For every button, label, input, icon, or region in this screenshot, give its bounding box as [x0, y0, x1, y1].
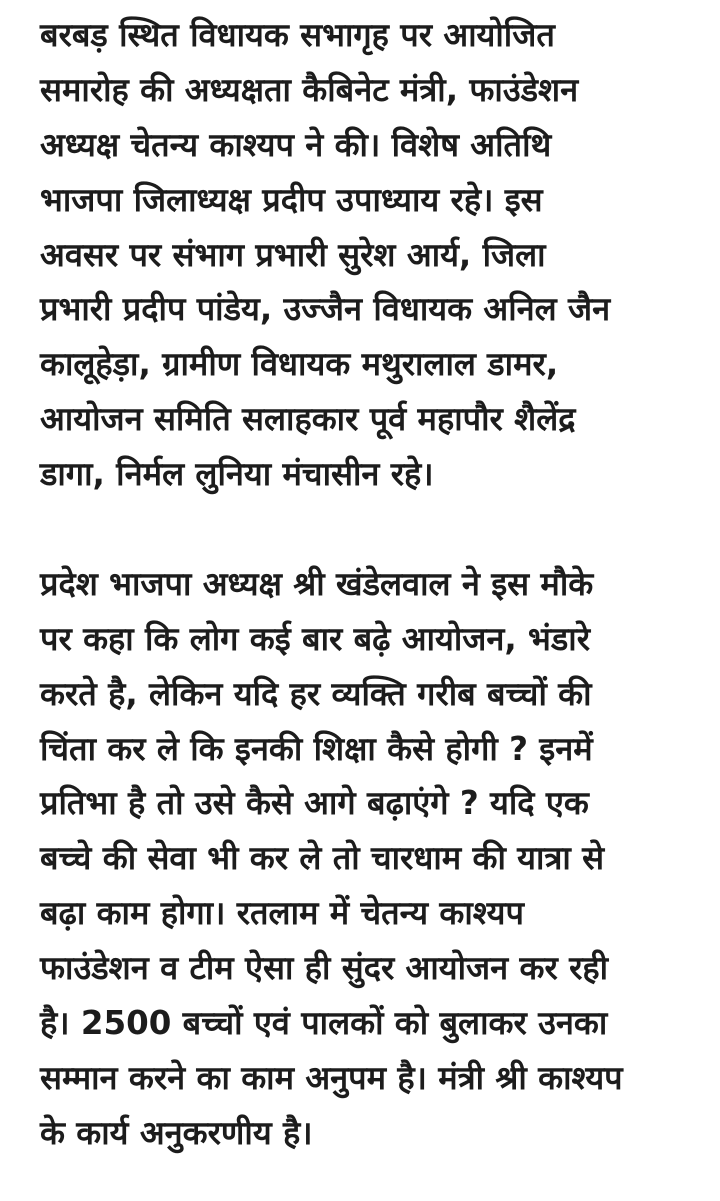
- text-line: प्रभारी प्रदीप पांडेय, उज्जैन विधायक अनिल जैन: [40, 290, 611, 329]
- text-line: समारोह की अध्यक्षता कैबिनेट मंत्री, फाउंडेशन: [40, 70, 579, 109]
- text-line: प्रदेश भाजपा अध्यक्ष श्री खंडेलवाल ने इस मौके: [40, 564, 594, 603]
- paragraph-state-president-speech: [40, 557, 700, 1161]
- text-line: अध्यक्ष चेतन्य काश्यप ने की। विशेष अतिथि: [40, 125, 552, 164]
- text-line: करते है, लेकिन यदि हर व्यक्ति गरीब बच्चों की: [40, 674, 592, 713]
- text-line: बच्चे की सेवा भी कर ले तो चारधाम की यात्रा से: [40, 839, 605, 878]
- text-line: प्रतिभा है तो उसे कैसे आगे बढ़ाएंगे ? यदि एक: [40, 784, 589, 823]
- paragraph-ceremony-presidency: [40, 8, 700, 502]
- text-line: कालूहेड़ा, ग्रामीण विधायक मथुरालाल डामर,: [40, 345, 559, 384]
- text-line: बढ़ा काम होगा। रतलाम में चेतन्य काश्यप: [40, 894, 524, 933]
- text-line: अवसर पर संभाग प्रभारी सुरेश आर्य, जिला: [40, 235, 546, 274]
- text-line: भाजपा जिलाध्यक्ष प्रदीप उपाध्याय रहे। इस: [40, 180, 543, 219]
- text-line: है। 2500 बच्चों एवं पालकों को बुलाकर उनका: [40, 1004, 608, 1043]
- text-line: के कार्य अनुकरणीय है।: [40, 1113, 313, 1152]
- text-line: डागा, निर्मल लुनिया मंचासीन रहे।: [40, 455, 434, 494]
- text-line: बरबड़ स्थित विधायक सभागृह पर आयोजित: [40, 16, 555, 54]
- text-line: सम्मान करने का काम अनुपम है। मंत्री श्री काश्यप: [40, 1058, 623, 1097]
- text-line: आयोजन समिति सलाहकार पूर्व महापौर शैलेंद्र: [40, 400, 576, 439]
- text-line: चिंता कर ले कि इनकी शिक्षा कैसे होगी ? इनमें: [40, 729, 593, 768]
- text-line: फाउंडेशन व टीम ऐसा ही सुंदर आयोजन कर रही: [40, 949, 609, 988]
- text-line: पर कहा कि लोग कई बार बढ़े आयोजन, भंडारे: [40, 619, 590, 658]
- article-body: [40, 8, 700, 1161]
